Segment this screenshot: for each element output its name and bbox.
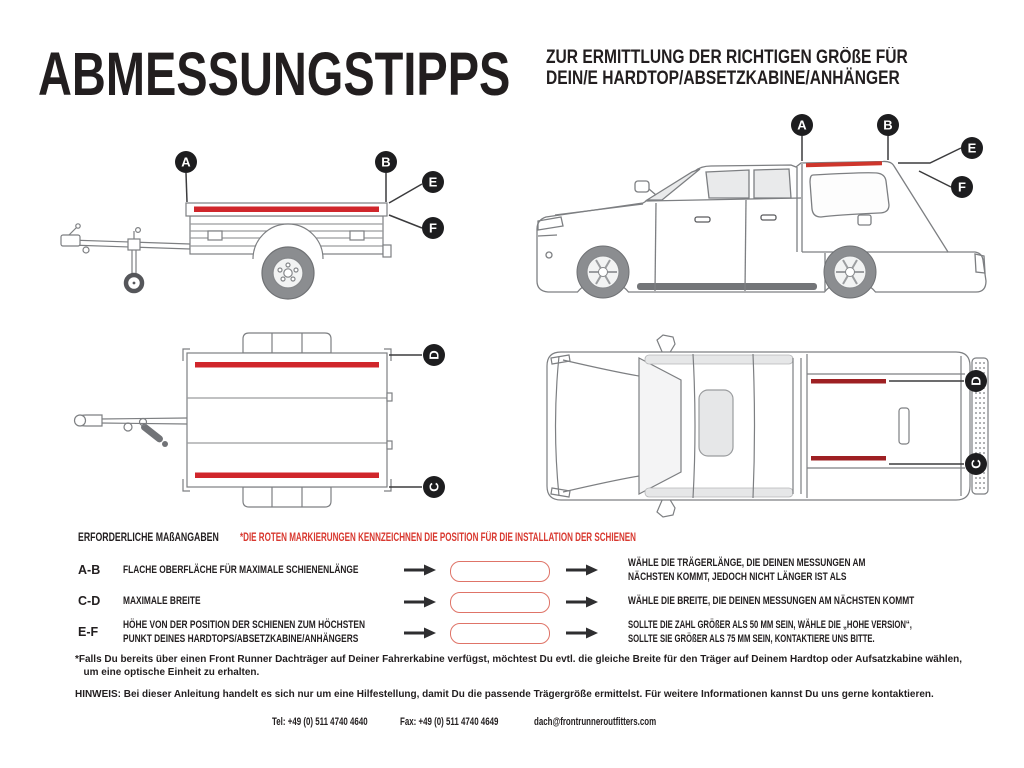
row-ab-result-line1: WÄHLE DIE TRÄGERLÄNGE, DIE DEINEN MESSUNGEN AM [628, 557, 866, 569]
page-subtitle [546, 47, 908, 89]
truck-side-view-diagram [525, 105, 1020, 315]
svg-text:F: F [958, 179, 966, 195]
leader-line-a [186, 173, 187, 202]
arrow-right-icon [566, 627, 598, 639]
hinweis-note: HINWEIS: Bei dieser Anleitung handelt es sich nur um eine Hilfestellung, damit Du die passende Trägergröße ermittelst. Für weitere Informationen kannst Du uns gerne kontaktieren. [75, 688, 934, 700]
svg-text:D: D [426, 350, 442, 360]
row-ab-result [628, 557, 866, 584]
rail-position-stripe [194, 207, 379, 213]
page-subtitle-line1: ZUR ERMITTLUNG DER RICHTIGEN GRÖßE FÜR [546, 47, 908, 68]
measurement-input-ef[interactable] [450, 623, 550, 644]
row-cd-desc: MAXIMALE BREITE [123, 595, 201, 607]
row-ab-key: A-B [78, 563, 101, 577]
row-ab-desc: FLACHE OBERFLÄCHE FÜR MAXIMALE SCHIENENLÄNGE [123, 564, 359, 576]
row-ef-result-line1: SOLLTE DIE ZAHL GRÖßER ALS 50 MM SEIN, WÄHLE DIE „HOHE VERSION“, [628, 619, 912, 631]
svg-text:F: F [429, 220, 437, 236]
contact-fax: Fax: +49 (0) 511 4740 4649 [400, 716, 499, 728]
row-ef-desc-line2: PUNKT DEINES HARDTOPS/ABSETZKABINE/ANHÄNGERS [123, 632, 359, 645]
row-cd-result: WÄHLE DIE BREITE, DIE DEINEN MESSUNGEN AM NÄCHSTEN KOMMT [628, 595, 915, 607]
arrow-right-icon [404, 596, 436, 608]
marker-f [951, 176, 973, 198]
contact-email: dach@frontrunneroutfitters.com [534, 716, 657, 728]
arrow-right-icon [566, 564, 598, 576]
asterisk-footnote [75, 653, 962, 679]
truck-top-view-diagram [525, 328, 1020, 523]
marker-b [877, 114, 899, 136]
svg-text:E: E [967, 140, 977, 156]
svg-text:B: B [883, 117, 893, 133]
page-subtitle-line2: DEIN/E HARDTOP/ABSETZKABINE/ANHÄNGER [546, 68, 900, 89]
row-ef-desc-line1: HÖHE VON DER POSITION DER SCHIENEN ZUM HÖCHSTEN [123, 619, 366, 631]
contact-tel: Tel: +49 (0) 511 4740 4640 [272, 716, 368, 728]
leader-line-e [389, 184, 422, 203]
marker-b [375, 151, 397, 173]
row-ef-desc [123, 619, 365, 646]
rail-position-stripe [195, 473, 379, 479]
asterisk-footnote-line1: *Falls Du bereits über einen Front Runner Dachträger auf Deiner Fahrerkabine verfügst, möchtest Du evtl. die gleiche Breite für den Träger auf Deinem Hardtop oder Aufsatzkabine wählen, [75, 653, 963, 665]
leader-line-f [389, 215, 422, 228]
row-ef-result-line2: SOLLTE SIE GRÖßER ALS 75 MM SEIN, KONTAKTIERE UNS BITTE. [628, 632, 875, 645]
row-ef-key: E-F [78, 625, 99, 639]
rail-position-stripe [811, 379, 886, 384]
arrow-right-icon [404, 627, 436, 639]
measurement-input-ab[interactable] [450, 561, 550, 582]
red-markings-note: *DIE ROTEN MARKIERUNGEN KENNZEICHNEN DIE POSITION FÜR DIE INSTALLATION DER SCHIENEN [240, 532, 636, 544]
marker-a [791, 114, 813, 136]
marker-e [422, 171, 444, 193]
svg-text:C: C [968, 459, 984, 469]
svg-text:B: B [381, 154, 391, 170]
leader-line-e [898, 148, 961, 163]
marker-d [423, 344, 445, 366]
asterisk-footnote-line2: um eine optische Einheit zu erhalten. [83, 666, 260, 678]
page-title: ABMESSUNGSTIPPS [38, 40, 511, 108]
marker-d [965, 370, 987, 392]
leader-line-f [919, 171, 951, 187]
row-ef-result [628, 619, 912, 646]
svg-text:D: D [968, 376, 984, 386]
svg-text:A: A [181, 154, 191, 170]
marker-c [965, 453, 987, 475]
marker-c [423, 476, 445, 498]
marker-e [961, 137, 983, 159]
rail-position-stripe [195, 362, 379, 368]
svg-text:E: E [428, 174, 438, 190]
trailer-top-view-diagram [40, 323, 480, 523]
svg-text:A: A [797, 117, 807, 133]
trailer-side-view-diagram [40, 128, 480, 323]
row-cd-key: C-D [78, 594, 101, 608]
svg-text:C: C [426, 482, 442, 492]
marker-a [175, 151, 197, 173]
measurement-input-cd[interactable] [450, 592, 550, 613]
arrow-right-icon [404, 564, 436, 576]
arrow-right-icon [566, 596, 598, 608]
rail-position-stripe [811, 456, 886, 461]
marker-f [422, 217, 444, 239]
measurements-heading: ERFORDERLICHE MAßANGABEN [78, 532, 219, 544]
row-ab-result-line2: NÄCHSTEN KOMMT, JEDOCH NICHT LÄNGER IST ALS [628, 570, 847, 583]
